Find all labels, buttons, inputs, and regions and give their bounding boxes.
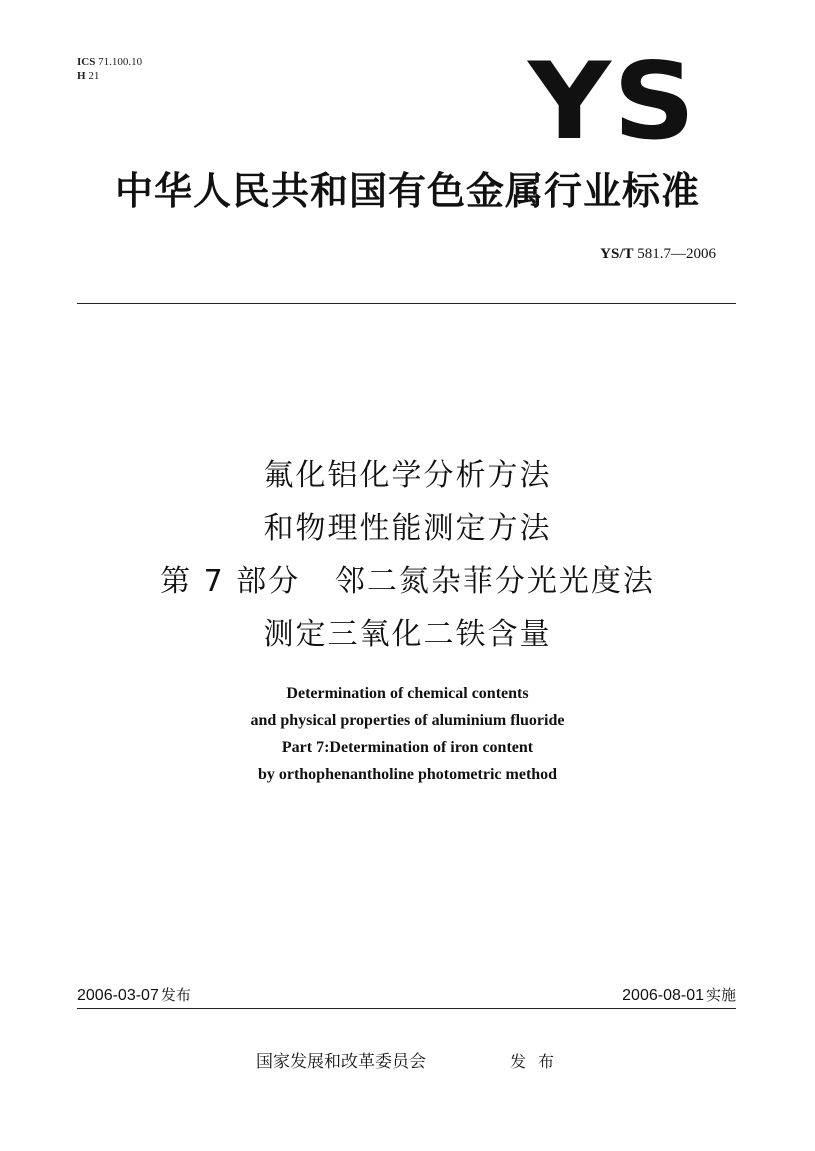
chinese-title-line: 第 7 部分 邻二氮杂菲分光光度法 (160, 564, 655, 599)
ics-label: ICS (77, 56, 96, 68)
footer-divider (77, 1008, 736, 1009)
ys-logo: YS (528, 40, 698, 163)
english-title-line: and physical properties of aluminium fluoride (250, 712, 565, 729)
issue-label: 发布 (160, 986, 191, 1004)
standard-number-value: 581.7—2006 (637, 246, 716, 262)
issue-date-value: 2006-03-07 (77, 987, 159, 1004)
header-divider (77, 303, 736, 304)
standard-number (600, 246, 716, 263)
english-title-line: Part 7:Determination of iron content (281, 739, 534, 756)
chinese-title-line: 氟化铝化学分析方法 (263, 458, 552, 493)
standard-number-prefix: YS/T (600, 246, 634, 262)
ics-value: 71.100.10 (98, 56, 143, 68)
ccs-label: H (77, 70, 86, 82)
effective-label: 实施 (705, 986, 736, 1004)
effective-date-value: 2006-08-01 (622, 987, 704, 1004)
publisher-name: 国家发展和改革委员会 (256, 1052, 426, 1072)
english-title (0, 680, 815, 788)
chinese-title-line: 测定三氧化二铁含量 (263, 617, 552, 652)
english-title-line: Determination of chemical contents (286, 685, 529, 702)
ccs-code (77, 69, 142, 83)
ics-code (77, 55, 142, 69)
chinese-title-line: 和物理性能测定方法 (263, 511, 552, 546)
issue-date (77, 984, 191, 1005)
chinese-title (0, 449, 815, 661)
effective-date (622, 984, 736, 1005)
ccs-value: 21 (88, 70, 100, 82)
publish-label: 发布 (510, 1052, 567, 1071)
standard-category-title: 中华人民共和国有色金属行业标准 (114, 169, 700, 213)
english-title-line: by orthophenantholine photometric method (257, 766, 558, 783)
classification-codes (77, 55, 142, 83)
